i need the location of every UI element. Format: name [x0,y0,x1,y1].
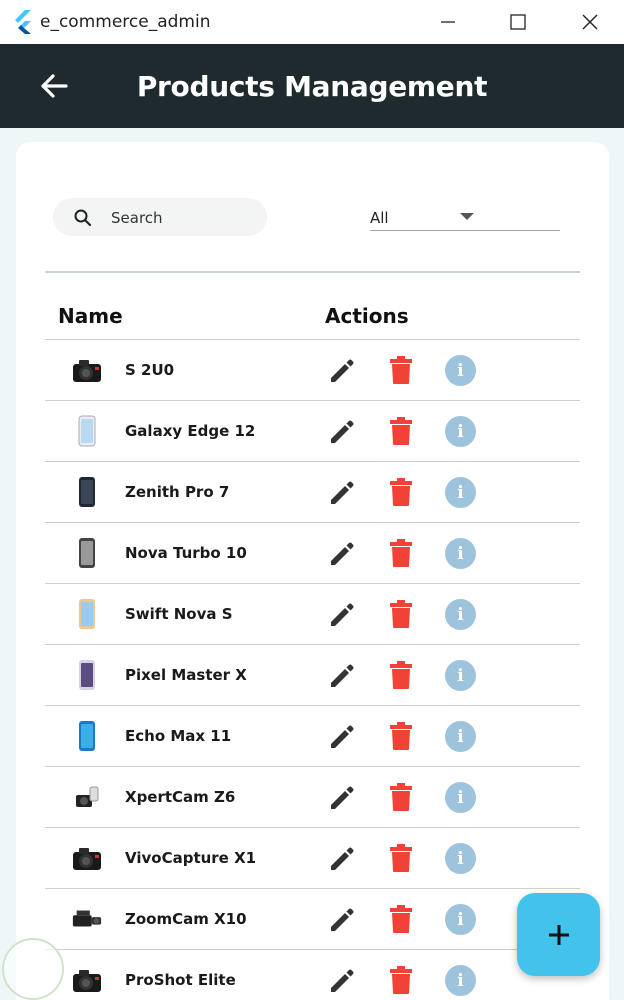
product-thumbnail [71,720,103,752]
edit-button[interactable] [327,966,357,996]
table-row [45,889,580,950]
info-button[interactable] [445,599,476,630]
info-icon: i [457,787,464,808]
info-icon: i [457,909,464,930]
product-thumbnail [71,842,103,874]
info-button[interactable] [445,721,476,752]
edit-icon [327,722,357,752]
product-thumbnail [71,781,103,813]
edit-button[interactable] [327,661,357,691]
delete-button[interactable] [389,355,413,385]
info-icon: i [457,665,464,686]
edit-icon [327,539,357,569]
category-filter-dropdown[interactable] [370,205,560,231]
flutter-logo-icon [12,10,34,34]
product-name: S 2U0 [125,361,175,379]
info-button[interactable] [445,660,476,691]
maximize-icon [510,14,526,30]
window-title: e_commerce_admin [40,12,211,32]
edit-icon [327,417,357,447]
edit-icon [327,844,357,874]
info-icon: i [457,970,464,991]
delete-button[interactable] [389,782,413,812]
info-button[interactable] [445,416,476,447]
delete-button[interactable] [389,477,413,507]
table-row [45,828,580,889]
delete-button[interactable] [389,660,413,690]
delete-icon [389,355,413,385]
delete-icon [389,721,413,751]
product-name: XpertCam Z6 [125,788,236,806]
product-thumbnail [71,415,103,447]
product-name: Nova Turbo 10 [125,544,247,562]
table-row [45,584,580,645]
table-row [45,340,580,401]
column-header-actions: Actions [325,304,409,328]
info-icon: i [457,848,464,869]
filter-selected-value: All [370,209,389,227]
page-title: Products Management [136,70,488,103]
close-button[interactable] [570,8,610,36]
product-name: ProShot Elite [125,971,236,989]
search-icon [73,208,93,228]
product-name: Galaxy Edge 12 [125,422,256,440]
app-bar [0,44,624,128]
product-thumbnail [71,476,103,508]
plus-icon [547,923,571,947]
edit-icon [327,478,357,508]
table-row [45,401,580,462]
delete-icon [389,782,413,812]
maximize-button[interactable] [498,8,538,36]
delete-icon [389,538,413,568]
product-thumbnail [71,659,103,691]
table-header [45,290,580,340]
info-icon: i [457,726,464,747]
delete-icon [389,660,413,690]
edit-button[interactable] [327,356,357,386]
delete-button[interactable] [389,965,413,995]
delete-button[interactable] [389,416,413,446]
edit-button[interactable] [327,478,357,508]
edit-icon [327,905,357,935]
table-row [45,706,580,767]
chevron-down-icon [460,213,474,220]
delete-icon [389,477,413,507]
delete-icon [389,416,413,446]
close-icon [582,14,598,30]
product-thumbnail [71,964,103,996]
edit-button[interactable] [327,417,357,447]
info-button[interactable] [445,843,476,874]
info-icon: i [457,543,464,564]
delete-icon [389,843,413,873]
table-row [45,767,580,828]
info-button[interactable] [445,477,476,508]
table-row [45,462,580,523]
product-name: Swift Nova S [125,605,233,623]
info-icon: i [457,604,464,625]
product-name: ZoomCam X10 [125,910,247,928]
delete-button[interactable] [389,843,413,873]
product-name: Pixel Master X [125,666,247,684]
info-button[interactable] [445,965,476,996]
delete-icon [389,599,413,629]
info-icon: i [457,421,464,442]
table-row [45,645,580,706]
info-button[interactable] [445,355,476,386]
product-thumbnail [71,354,103,386]
product-list [45,340,580,1000]
table-row [45,950,580,1000]
edit-button[interactable] [327,783,357,813]
edit-icon [327,600,357,630]
edit-button[interactable] [327,539,357,569]
edit-button[interactable] [327,722,357,752]
edit-icon [327,356,357,386]
delete-icon [389,904,413,934]
product-thumbnail [71,537,103,569]
product-thumbnail [71,598,103,630]
info-button[interactable] [445,782,476,813]
edit-icon [327,661,357,691]
product-thumbnail [71,903,103,935]
delete-button[interactable] [389,904,413,934]
window-titlebar [0,0,624,44]
delete-button[interactable] [389,721,413,751]
product-name: Echo Max 11 [125,727,232,745]
delete-button[interactable] [389,599,413,629]
search-box[interactable] [53,198,267,236]
product-name: Zenith Pro 7 [125,483,230,501]
watermark-logo [2,938,64,1000]
info-icon: i [457,482,464,503]
column-header-name: Name [58,304,123,328]
edit-icon [327,783,357,813]
info-icon: i [457,360,464,381]
minimize-icon [441,15,455,29]
divider [45,271,580,273]
delete-icon [389,965,413,995]
edit-button[interactable] [327,844,357,874]
product-name: VivoCapture X1 [125,849,257,867]
edit-button[interactable] [327,905,357,935]
search-input[interactable] [111,206,251,230]
edit-icon [327,966,357,996]
table-row [45,523,580,584]
info-button[interactable] [445,538,476,569]
edit-button[interactable] [327,600,357,630]
info-button[interactable] [445,904,476,935]
add-product-button[interactable] [517,893,600,976]
delete-button[interactable] [389,538,413,568]
minimize-button[interactable] [428,8,468,36]
